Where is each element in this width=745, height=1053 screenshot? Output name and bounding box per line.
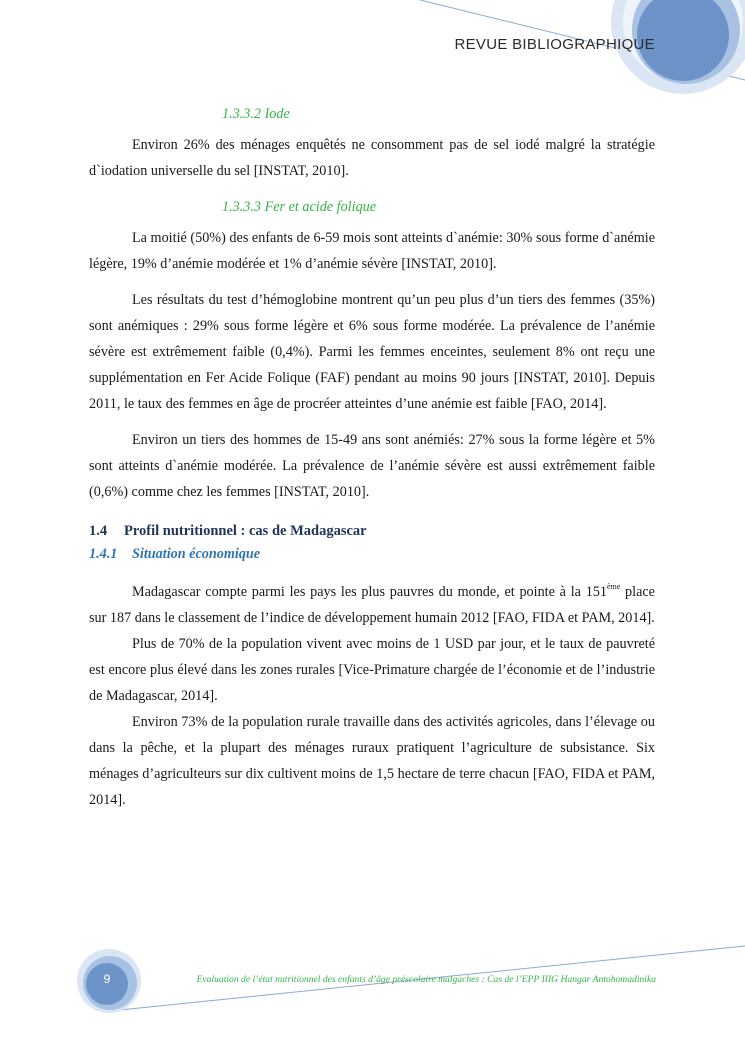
paragraph-iode: Environ 26% des ménages enquêtés ne consomment pas de sel iodé malgré la stratégie d`iodation universelle du sel [INSTAT, 2010]. (89, 137, 655, 179)
subsection-title-fer: 1.3.3.3 Fer et acide folique (222, 199, 377, 215)
section-title-profil (89, 519, 655, 543)
running-header-title: REVUE BIBLIOGRAPHIQUE (454, 36, 655, 53)
subsection-number: 1.4.1 (89, 546, 118, 562)
page-number: 9 (103, 972, 111, 986)
subsection-title-text: Situation économique (132, 546, 261, 562)
subsection-title-situation (89, 543, 655, 565)
paragraph-situation-classement: Madagascar compte parmi les pays les plus pauvres du monde, et pointe à la 151ème place sur 187 dans le classement de l’indice de développement humain 2012 [FAO, FIDA et PAM, 2014]. (89, 582, 655, 626)
paragraph-fer-femmes: Les résultats du test d’hémoglobine montrent qu’un peu plus d’un tiers des femmes (35%) sont anémiques : 29% sous forme légère et 6% sous forme modérée. La prévalence de l’anémie sévère est extrêmement faible (0,4%). Parmi les femmes enceintes, seulement 8% ont reçu une supplémentation en Fer Acide Folique (FAF) pendant au moins 90 jours [INSTAT, 2010]. Depuis 2011, le taux des femmes en âge de procréer atteintes d’une anémie est faible [FAO, 2014]. (89, 292, 655, 412)
section-number: 1.4 (89, 523, 108, 539)
paragraph-fer-hommes: Environ un tiers des hommes de 15-49 ans sont anémiés: 27% sous la forme légère et 5% sont atteints d`anémie modérée. La prévalence de l’anémie sévère est aussi extrêmement faible (0,6%) comme chez les femmes [INSTAT, 2010]. (89, 432, 655, 500)
subsection-title-iode: 1.3.3.2 Iode (222, 106, 290, 122)
footer-document-title: Evaluation de l’état nutritionnel des enfants d’âge préscolaire malgaches : Cas de l’EPP IIIG Hangar Antohomadinika (196, 974, 656, 985)
paragraph-fer-enfants: La moitié (50%) des enfants de 6-59 mois sont atteints d`anémie: 30% sous forme d`anémie légère, 19% d’anémie modérée et 1% d’anémie sévère [INSTAT, 2010]. (89, 230, 655, 272)
section-title-text: Profil nutritionnel : cas de Madagascar (124, 523, 367, 539)
page-body (89, 101, 655, 813)
paragraph-situation-agriculture: Environ 73% de la population rurale travaille dans des activités agricoles, dans l’élevage ou dans la pêche, et la plupart des ménages ruraux pratiquent l’agriculture de subsistance. Six ménages d’agriculteurs sur dix cultivent moins de 1,5 hectare de terre chacun [FAO, FIDA et PAM, 2014]. (89, 714, 655, 808)
paragraph-situation-pauvrete: Plus de 70% de la population vivent avec moins de 1 USD par jour, et le taux de pauvreté est encore plus élevé dans les zones rurales [Vice-Primature chargée de l’économie et de l’industrie de Madagascar, 2014]. (89, 636, 655, 704)
